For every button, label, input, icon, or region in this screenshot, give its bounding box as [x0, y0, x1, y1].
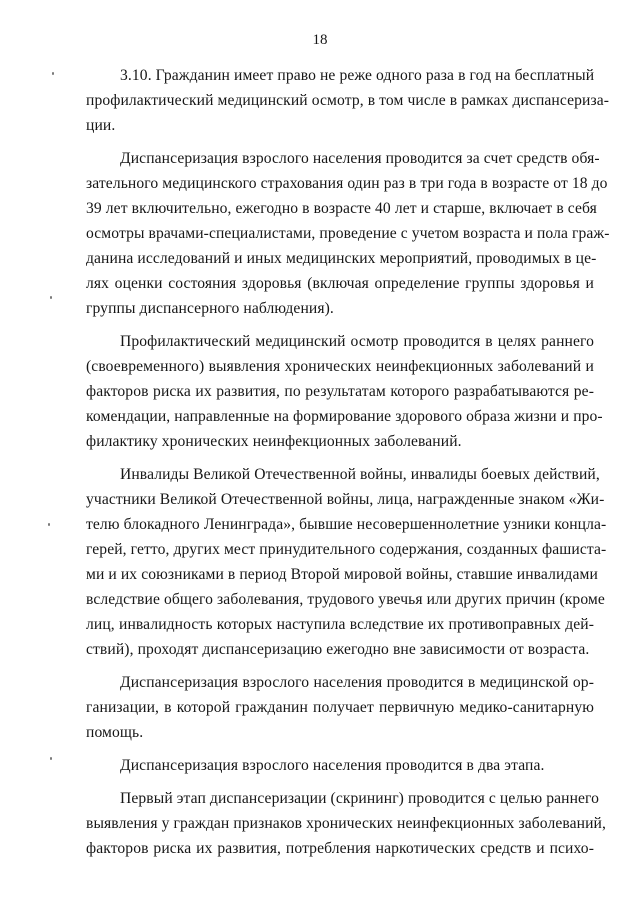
text-line: Первый этап диспансеризации (скрининг) проводится с целью раннего [120, 790, 600, 807]
text-line: Профилактический медицинский осмотр проводится в целях раннего [120, 333, 594, 350]
text-line: осмотры врачами-специалистами, проведение с учетом возраста и пола граж- [86, 225, 610, 242]
text-line: ми и их союзниками в период Второй мировой войны, ставшие инвалидами [86, 566, 598, 583]
text-line: факторов риска их развития, по результатам которого разрабатываются ре- [86, 383, 594, 400]
text-line: помощь. [86, 724, 144, 741]
paragraph-3-10 [86, 63, 610, 138]
text-line: герей, гетто, других мест принудительного содержания, созданных фашиста- [86, 541, 607, 558]
scan-mark [48, 523, 50, 526]
text-line: лиц, инвалидность которых наступила вследствие их противоправных дей- [86, 616, 594, 633]
page-number: 18 [312, 32, 328, 48]
text-line: филактику хронических неинфекционных заболеваний. [86, 433, 462, 450]
paragraph-medical-organization [86, 670, 594, 745]
text-line: факторов риска их развития, потребления наркотических средств и психо- [86, 840, 594, 857]
text-line: данина исследований и иных медицинских мероприятий, проводимых в це- [86, 250, 597, 267]
text-line: профилактический медицинский осмотр, в том числе в рамках диспансериза- [86, 92, 610, 109]
text-line: комендации, направленные на формирование здорового образа жизни и про- [86, 408, 603, 425]
text-line: 3.10. Гражданин имеет право не реже одного раза в год на бесплатный [120, 67, 595, 84]
scan-mark [50, 757, 52, 760]
text-line: ции. [86, 117, 116, 134]
text-line: зательного медицинского страхования один раз в три года в возрасте от 18 до [86, 175, 608, 192]
text-line: 39 лет включительно, ежегодно в возрасте 40 лет и старше, включает в себя [86, 200, 597, 217]
text-line: (своевременного) выявления хронических неинфекционных заболеваний и [86, 358, 594, 375]
text-line: ганизации, в которой гражданин получает первичную медико-санитарную [86, 699, 594, 716]
text-line: выявления у граждан признаков хронических неинфекционных заболеваний, [86, 815, 606, 832]
scan-mark [52, 72, 54, 75]
text-line: группы диспансерного наблюдения). [86, 300, 334, 317]
text-line: телю блокадного Ленинграда», бывшие несовершеннолетние узники концла- [86, 516, 607, 533]
paragraph-preventive-exam [86, 329, 603, 454]
text-line: лях оценки состояния здоровья (включая определение группы здоровья и [86, 275, 594, 292]
paragraph-first-stage [86, 786, 606, 861]
paragraph-dispanserization-funding [86, 146, 610, 321]
text-line: Диспансеризация взрослого населения проводится в медицинской ор- [120, 674, 594, 691]
text-line: участники Великой Отечественной войны, лица, награжденные знаком «Жи- [86, 491, 605, 508]
document-body [86, 63, 610, 861]
text-line: вследствие общего заболевания, трудового увечья или других причин (кроме [86, 591, 605, 608]
paragraph-two-stages [86, 753, 594, 778]
scan-mark [50, 296, 52, 299]
text-line: Диспансеризация взрослого населения проводится в два этапа. [120, 757, 545, 774]
text-line: Инвалиды Великой Отечественной войны, инвалиды боевых действий, [120, 466, 600, 483]
text-line: Диспансеризация взрослого населения проводится за счет средств обя- [120, 150, 600, 167]
paragraph-war-veterans [86, 462, 607, 662]
text-line: ствий), проходят диспансеризацию ежегодно вне зависимости от возраста. [86, 641, 590, 658]
